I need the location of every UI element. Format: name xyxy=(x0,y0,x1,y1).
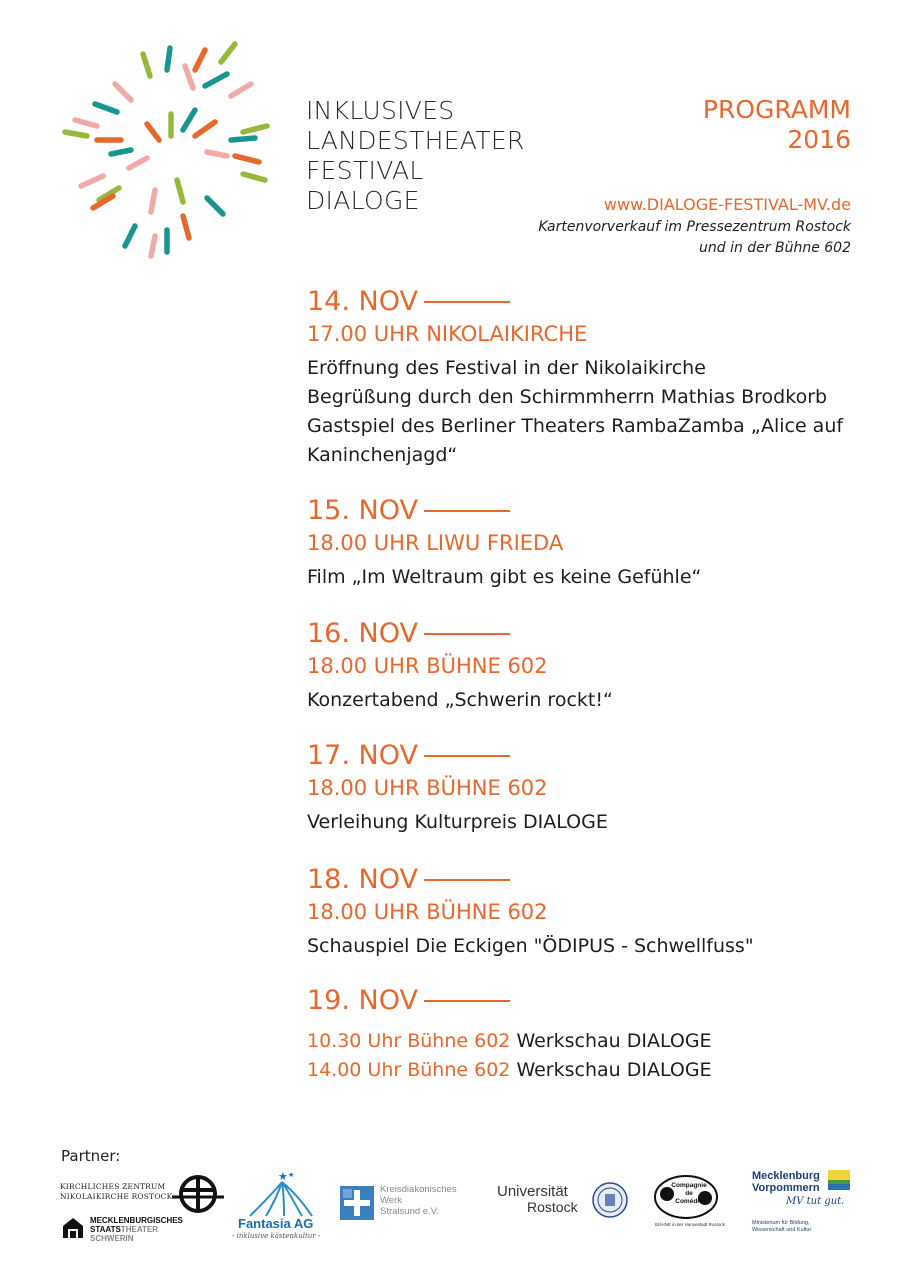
description-line: Schauspiel Die Eckigen "ÖDIPUS - Schwellfuss" xyxy=(307,935,754,957)
program-heading xyxy=(703,95,851,155)
partner-logo-kirchliches-zentrum xyxy=(60,1178,228,1218)
kdw-line3: Stralsund e.V. xyxy=(380,1206,439,1217)
program-label: PROGRAMM xyxy=(702,95,851,124)
mv-ministry2: Wissenschaft und Kultur xyxy=(752,1227,812,1233)
day-schedule xyxy=(307,1027,867,1085)
date-rule xyxy=(424,755,510,757)
partner-logo-fantasia xyxy=(232,1168,328,1244)
day-description xyxy=(307,932,867,961)
date-rule xyxy=(424,510,510,512)
day-venue: 18.00 UHR BÜHNE 602 xyxy=(307,776,548,800)
day-date-text: 14. NOV xyxy=(307,286,418,317)
mv-line1: Mecklenburg xyxy=(752,1170,820,1182)
description-line: Verleihung Kulturpreis DIALOGE xyxy=(307,811,608,833)
mv-line2: Vorpommern xyxy=(752,1182,820,1194)
diakonie-cross-icon xyxy=(340,1186,374,1220)
cross-circle-icon xyxy=(172,1174,224,1214)
schedule-item xyxy=(307,1056,867,1085)
comedie-line3: Comédie xyxy=(675,1198,703,1205)
day-date xyxy=(307,618,867,650)
comedie-line1: Compagnie xyxy=(671,1182,707,1189)
day-date xyxy=(307,495,867,527)
date-rule xyxy=(424,1000,510,1002)
day-date xyxy=(307,864,867,896)
program-day xyxy=(307,286,867,470)
theater-house-icon xyxy=(62,1217,84,1239)
day-date xyxy=(307,740,867,772)
mst-line3: SCHWERIN xyxy=(90,1234,134,1243)
ticket-info-line: und in der Bühne 602 xyxy=(698,240,851,256)
day-date-text: 15. NOV xyxy=(307,495,418,526)
uni-line2: Rostock xyxy=(527,1199,578,1215)
day-venue: 18.00 UHR LIWU FRIEDA xyxy=(307,531,564,555)
description-line: Film „Im Weltraum gibt es keine Gefühle“ xyxy=(307,566,702,588)
schedule-time: 14.00 Uhr Bühne 602 xyxy=(307,1059,511,1081)
schedule-item xyxy=(307,1027,867,1056)
program-day xyxy=(307,740,867,837)
festival-title-line: DIALOGE xyxy=(306,186,420,215)
svg-text:★: ★ xyxy=(288,1171,295,1179)
comedie-caption: BÜHNE in der Hansestadt Rostock xyxy=(655,1222,725,1227)
day-description xyxy=(307,808,867,837)
program-year: 2016 xyxy=(787,125,851,154)
comedie-line2: de xyxy=(685,1190,693,1197)
date-rule xyxy=(424,879,510,881)
festival-title-line: FESTIVAL xyxy=(306,156,424,185)
schedule-title: Werkschau DIALOGE xyxy=(516,1030,712,1052)
festival-title-line: INKLUSIVES xyxy=(306,96,455,125)
fantasia-tagline: - inklusive kästenkultur - xyxy=(232,1232,321,1240)
day-date xyxy=(307,286,867,318)
day-venue: 17.00 UHR NIKOLAIKIRCHE xyxy=(307,322,588,346)
date-rule xyxy=(424,301,510,303)
partner-logo-universitaet-rostock xyxy=(495,1180,630,1224)
description-line: Kaninchenjagd“ xyxy=(307,444,458,466)
mv-landscape-icon xyxy=(828,1170,850,1190)
date-rule xyxy=(424,633,510,635)
day-date-text: 16. NOV xyxy=(307,618,418,649)
day-venue: 18.00 UHR BÜHNE 602 xyxy=(307,654,548,678)
schedule-time: 10.30 Uhr Bühne 602 xyxy=(307,1030,511,1052)
partners-label: Partner: xyxy=(61,1147,121,1165)
program-day xyxy=(307,618,867,715)
festival-burst-logo xyxy=(55,40,285,265)
description-line: Konzertabend „Schwerin rockt!“ xyxy=(307,689,613,711)
day-venue: 18.00 UHR BÜHNE 602 xyxy=(307,900,548,924)
mst-line2 xyxy=(90,1225,183,1234)
day-date xyxy=(307,985,867,1017)
description-line: Gastspiel des Berliner Theaters RambaZamba „Alice auf xyxy=(307,415,844,437)
kdw-line1: Kreisdiakonisches xyxy=(380,1184,457,1195)
kdw-line2: Werk xyxy=(380,1195,402,1206)
day-description xyxy=(307,354,867,470)
svg-text:★: ★ xyxy=(278,1170,288,1183)
program-day xyxy=(307,495,867,592)
partner-logo-compagnie-de-comedie xyxy=(645,1174,735,1234)
circus-tent-icon xyxy=(244,1168,314,1218)
program-day xyxy=(307,864,867,961)
festival-title-line: LANDESTHEATER xyxy=(306,126,525,155)
description-line: Eröffnung des Festival in der Nikolaikirche xyxy=(307,357,706,379)
mv-ministry1: Ministerium für Bildung, xyxy=(752,1220,810,1226)
day-date-text: 19. NOV xyxy=(307,985,418,1016)
fantasia-name: Fantasia AG xyxy=(238,1216,314,1231)
schedule-title: Werkschau DIALOGE xyxy=(516,1059,712,1081)
mst-line2b: THEATER xyxy=(120,1225,158,1234)
day-description xyxy=(307,563,867,592)
partner-logo-kreisdiakonisches-werk xyxy=(340,1184,480,1224)
uni-line1: Universität xyxy=(497,1183,568,1200)
partner-logo-mecklenburg-vorpommern xyxy=(752,1170,862,1240)
kz-line2: NIKOLAIKIRCHE ROSTOCK xyxy=(60,1192,173,1201)
program-day xyxy=(307,985,867,1085)
ticket-info xyxy=(538,217,851,259)
mv-slogan: MV tut gut. xyxy=(786,1196,845,1207)
ticket-info-line: Kartenvorverkauf im Pressezentrum Rostock xyxy=(538,219,851,235)
festival-title xyxy=(306,96,525,216)
mst-line1: MECKLENBURGISCHES xyxy=(90,1216,183,1225)
day-date-text: 18. NOV xyxy=(307,864,418,895)
description-line: Begrüßung durch den Schirmmherrn Mathias Brodkorb xyxy=(307,386,828,408)
mst-line2a: STAATS xyxy=(90,1225,121,1234)
university-seal-icon xyxy=(591,1180,629,1220)
kz-line1: KIRCHLICHES ZENTRUM xyxy=(60,1182,166,1191)
partner-logo-staatstheater xyxy=(60,1215,210,1245)
day-date-text: 17. NOV xyxy=(307,740,418,771)
website-link[interactable]: www.DIALOGE-FESTIVAL-MV.de xyxy=(603,195,851,214)
day-description xyxy=(307,686,867,715)
